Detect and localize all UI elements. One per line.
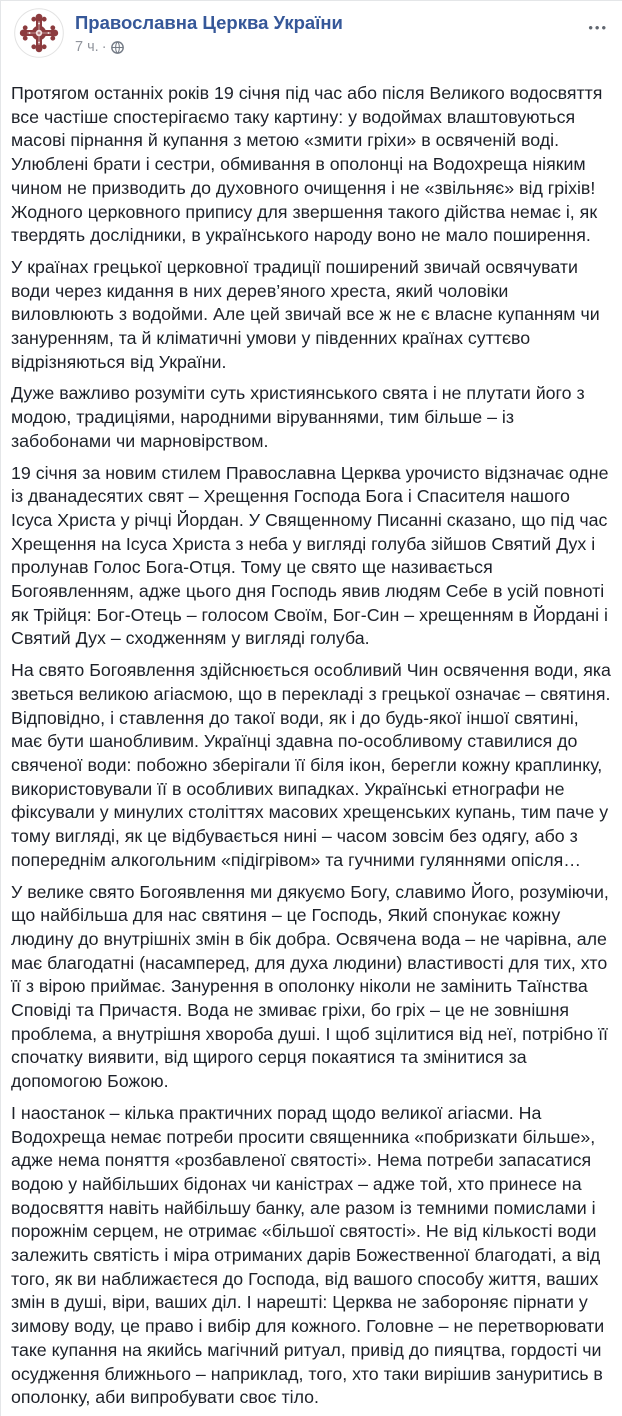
ellipsis-icon: ••• bbox=[588, 20, 608, 35]
post-text bbox=[1, 58, 622, 1410]
meta-separator: · bbox=[101, 39, 107, 56]
more-options-button[interactable] bbox=[584, 15, 612, 40]
ornate-cross-icon bbox=[14, 45, 64, 62]
post-paragraph: 19 січня за новим стилем Православна Церква урочисто відзначає одне із дванадесятих свят – Хрещення Господа Бога і Спасителя нашого Ісуса Христа у річці Йордан. У Священному Писанні сказано, що під час Хрещення на Ісуса Христа з неба у вигляді голуба зійшов Святий Дух і пролунав Голос Бога-Отця. Тому це свято ще називається Богоявленням, адже цього дня Господь явив людям Себе в усій повноті як Трійця: Бог-Отець – голосом Своїм, Бог-Син – хрещенням в Йордані і Святий Дух – сходженням у вигляді голуба. bbox=[11, 462, 614, 649]
post-paragraph: І наостанок – кілька практичних порад щодо великої агіасми. На Водохреща немає потреби просити священника «побризкати більше», адже нема поняття «розбавленої святості». Нема потреби запасатися водою у найбільших бідонах чи каністрах – адже той, хто принесе на водосвяття навіть найбільшу банку, але разом із темними помислами і порожнім серцем, не отримає «більшої святості». Не від кількості води залежить святість і міра отриманих дарів Божественної благодаті, а від того, як ви наближаєтеся до Господа, від вашого способу життя, ваших змін в душі, віри, ваших діл. І нарешті: Церква не забороняє пірнати у зимову воду, це право і вибір для кожного. Головне – не перетворювати таке купання на якийсь магічний ритуал, привід до пияцтва, гордості чи осудження ближнього – наприклад, того, хто таки вирішив зануритись в ополонку, аби випробувати своє тіло. bbox=[11, 1102, 610, 1408]
globe-privacy-icon bbox=[111, 41, 124, 54]
header-meta bbox=[75, 8, 343, 55]
post-paragraph: Дуже важливо розуміти суть християнського свята і не плутати його з модою, традиціями, народними віруваннями, тим більше – із забобонами чи марновірством. bbox=[11, 383, 590, 451]
post-paragraph: У країнах грецької церковної традиції поширений звичай освячувати води через кидання в них дерев’яного хреста, який чоловіки виловлюють з водойми. Але цей звичай все ж не є власне купанням чи зануренням, та й кліматичні умови у південних країнах суттєво відрізняються від України. bbox=[11, 256, 605, 372]
post-paragraph: На свято Богоявлення здійснюється особливий Чин освячення води, яка зветься великою агіасмою, що в перекладі з грецької означає – святиня. Відповідно, і ставлення до такої води, як і до будь-якої іншої святині, має бути шанобливим. Українці здавна по-особливому ставилися до свяченої води: побожно зберігали її біля ікон, берегли кожну краплинку, використовували її в особливих випадках. Українські етнографи не фіксували у минулих століттях масових хрещенських купань, тим паче у тому вигляді, як це відбувається нині – часом зовсім без одягу, або з попереднім алкогольним «підігрівом» та гучними гуляннями опісля… bbox=[11, 660, 616, 870]
post-header bbox=[1, 1, 622, 58]
page-avatar[interactable] bbox=[14, 8, 64, 58]
post-paragraph: Протягом останніх років 19 січня під час або після Великого водосвяття все частіше спостерігаємо таку картину: у водоймах влаштовуються масові пірнання й купання з метою «змити гріхи» в освяченій воді. Улюблені брати і сестри, обмивання в ополонці на Водохреща ніяким чином не призводить до духовного очищення і не «звільняє» від гріхів! Жодного церковного припису для звершення такого дійства немає і, як твердять дослідники, в українського народу воно не мало поширення. bbox=[11, 83, 608, 246]
post-paragraph: У велике свято Богоявлення ми дякуємо Богу, славимо Його, розуміючи, що найбільша для нас святиня – це Господь, Який спонукає кожну людину до внутрішніх змін в бік добра. Освячена вода – не чарівна, але має благодатні (насамперед, для духа людини) властивості для тих, хто її з вірою приймає. Занурення в ополонку ніколи не замінить Таїнства Сповіді та Причастя. Вода не змиває гріхи, бо гріх – це не зовнішня проблема, а внутрішня хвороба душі. І щоб зцілитися від неї, потрібно її спочатку виявити, від щирого серця покаятися та змінитися за допомогою Божою. bbox=[11, 881, 614, 1092]
post-meta-row bbox=[75, 39, 343, 55]
timestamp-link[interactable]: 7 ч. bbox=[75, 39, 99, 56]
page-name-link[interactable]: Православна Церква України bbox=[75, 12, 343, 33]
